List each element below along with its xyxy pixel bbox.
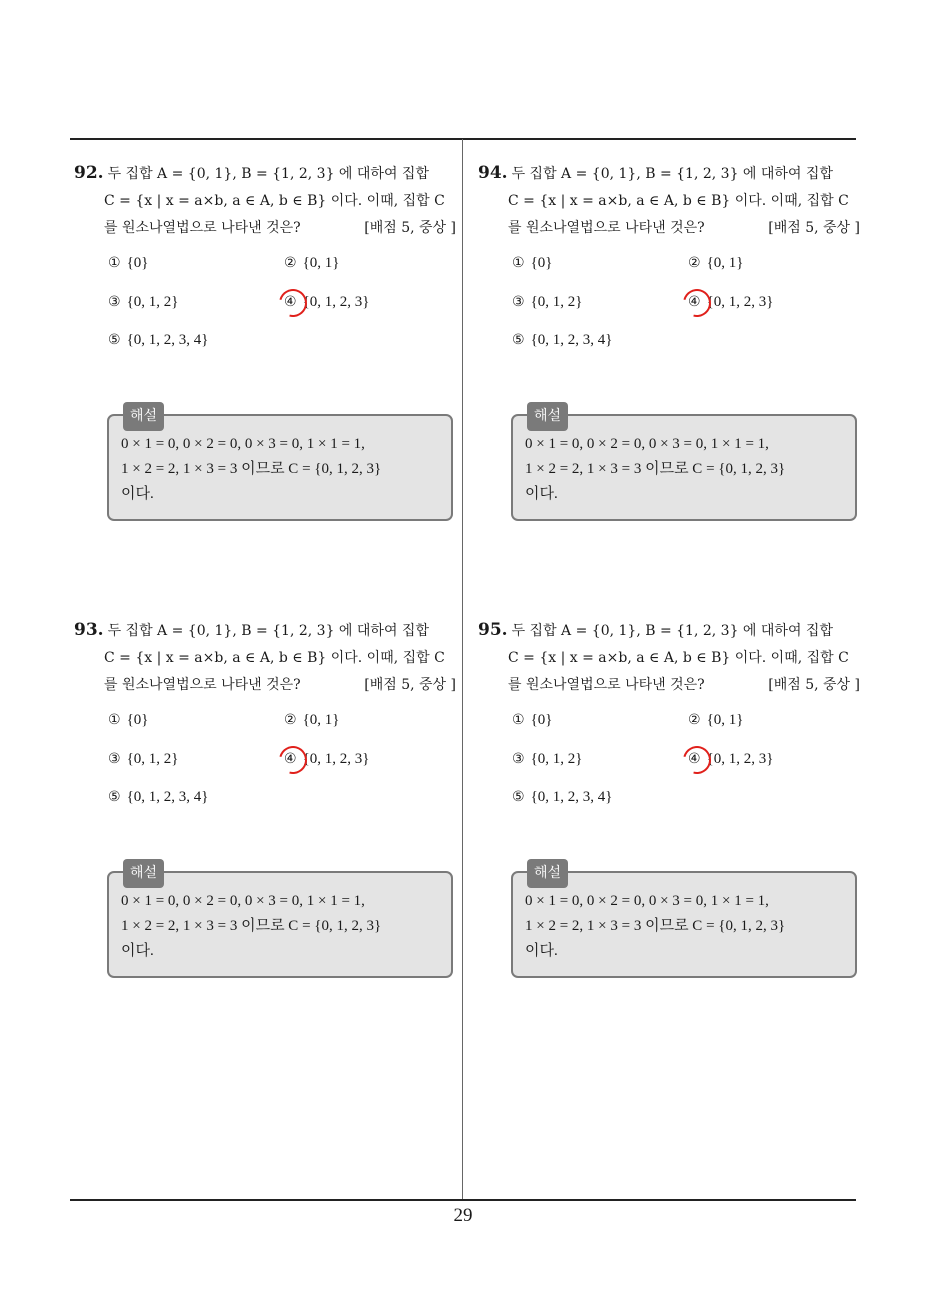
choice-value: {0, 1, 2, 3, 4}	[126, 332, 209, 348]
stem-line-1	[74, 160, 460, 188]
solution-box	[511, 408, 857, 521]
stem-line-2: C = {x | x = a×b, a ∈ A, b ∈ B} 이다. 이때, 집합 C	[508, 650, 849, 666]
stem-line-2: C = {x | x = a×b, a ∈ A, b ∈ B} 이다. 이때, 집합 C	[508, 193, 849, 209]
choice-value: {0, 1, 2}	[530, 751, 583, 767]
choice-number-icon	[512, 255, 525, 271]
choice-4[interactable]	[284, 751, 369, 768]
choice-value: {0, 1, 2, 3}	[706, 751, 774, 767]
solution-line: 이다.	[525, 486, 558, 502]
choice-mark-text: ③	[512, 294, 525, 310]
choice-number-icon	[512, 294, 525, 310]
stem-question: 를 원소나열법으로 나타낸 것은?	[104, 220, 301, 236]
solution-line: 이다.	[525, 943, 558, 959]
choice-5[interactable]	[108, 789, 208, 806]
solution-line: 1 × 2 = 2, 1 × 3 = 3 이므로 C = {0, 1, 2, 3}	[525, 461, 786, 477]
choice-mark-text: ②	[284, 255, 297, 271]
choice-5[interactable]	[512, 789, 612, 806]
stem-text: 두 집합 A = {0, 1}, B = {1, 2, 3} 에 대하여 집합	[107, 623, 429, 639]
choice-number-icon	[284, 751, 297, 767]
choice-4[interactable]	[284, 294, 369, 311]
choice-value: {0, 1}	[302, 712, 340, 728]
choice-number-icon	[284, 712, 297, 728]
solution-box	[107, 865, 453, 978]
problem-95	[478, 617, 864, 978]
choice-value: {0, 1, 2, 3}	[302, 294, 370, 310]
choice-value: {0, 1, 2, 3, 4}	[126, 789, 209, 805]
choice-4[interactable]	[688, 751, 773, 768]
choice-2[interactable]	[688, 255, 743, 272]
choice-2[interactable]	[284, 712, 339, 729]
choice-mark-text: ①	[108, 255, 121, 271]
choice-mark-text: ②	[688, 712, 701, 728]
stem-line-3	[104, 215, 460, 242]
choice-number-icon	[108, 712, 121, 728]
choice-number-icon	[688, 294, 701, 310]
solution-label: 해설	[123, 402, 164, 431]
choice-number-icon	[108, 255, 121, 271]
choice-number-icon	[688, 751, 701, 767]
solution-label: 해설	[527, 402, 568, 431]
stem-text: 두 집합 A = {0, 1}, B = {1, 2, 3} 에 대하여 집합	[107, 166, 429, 182]
stem-line-3	[508, 215, 864, 242]
choice-number-icon	[284, 255, 297, 271]
answer-circle-icon	[678, 741, 716, 779]
choice-mark-text: ⑤	[512, 332, 525, 348]
stem-text: 두 집합 A = {0, 1}, B = {1, 2, 3} 에 대하여 집합	[511, 166, 833, 182]
choice-value: {0}	[530, 255, 553, 271]
choice-mark-text: ①	[512, 255, 525, 271]
solution-line: 0 × 1 = 0, 0 × 2 = 0, 0 × 3 = 0, 1 × 1 = 1,	[121, 893, 365, 909]
choice-number-icon	[512, 751, 525, 767]
solution-line: 0 × 1 = 0, 0 × 2 = 0, 0 × 3 = 0, 1 × 1 = 1,	[525, 893, 769, 909]
choice-mark-text: ④	[688, 294, 701, 310]
stem-line-2: C = {x | x = a×b, a ∈ A, b ∈ B} 이다. 이때, 집합 C	[104, 650, 445, 666]
choice-1[interactable]	[108, 255, 148, 272]
choice-number-icon	[108, 789, 121, 805]
problem-number: 92.	[74, 163, 104, 183]
choice-2[interactable]	[284, 255, 339, 272]
choice-mark-text: ④	[284, 751, 297, 767]
problem-stem	[74, 617, 460, 699]
choice-mark-text: ①	[108, 712, 121, 728]
problem-92	[74, 160, 460, 521]
choice-value: {0, 1, 2, 3}	[302, 751, 370, 767]
page-number: 29	[453, 1205, 473, 1226]
score-difficulty: [배점 5, 중상 ]	[364, 677, 456, 693]
choice-3[interactable]	[108, 294, 178, 311]
choice-3[interactable]	[512, 294, 582, 311]
choice-1[interactable]	[512, 255, 552, 272]
choice-value: {0, 1, 2}	[126, 751, 179, 767]
choice-number-icon	[108, 294, 121, 310]
stem-line-3	[104, 672, 460, 699]
answer-circle-icon	[274, 741, 312, 779]
choice-value: {0, 1}	[706, 712, 744, 728]
problem-number: 95.	[478, 620, 508, 640]
top-rule	[70, 138, 856, 140]
problem-number: 93.	[74, 620, 104, 640]
choice-number-icon	[512, 789, 525, 805]
problem-stem	[478, 617, 864, 699]
choice-1[interactable]	[108, 712, 148, 729]
score-difficulty: [배점 5, 중상 ]	[768, 677, 860, 693]
choice-number-icon	[108, 751, 121, 767]
choice-3[interactable]	[108, 751, 178, 768]
choice-number-icon	[108, 332, 121, 348]
choice-mark-text: ①	[512, 712, 525, 728]
stem-line-1	[478, 617, 864, 645]
choice-1[interactable]	[512, 712, 552, 729]
solution-label: 해설	[123, 859, 164, 888]
choice-value: {0, 1, 2, 3, 4}	[530, 332, 613, 348]
choice-list	[478, 712, 864, 827]
choice-mark-text: ③	[108, 294, 121, 310]
stem-question: 를 원소나열법으로 나타낸 것은?	[508, 677, 705, 693]
solution-box	[511, 865, 857, 978]
solution-box	[107, 408, 453, 521]
answer-circle-icon	[274, 284, 312, 322]
choice-mark-text: ⑤	[108, 332, 121, 348]
choice-number-icon	[688, 712, 701, 728]
stem-question: 를 원소나열법으로 나타낸 것은?	[104, 677, 301, 693]
problem-94	[478, 160, 864, 521]
choice-mark-text: ③	[108, 751, 121, 767]
choice-2[interactable]	[688, 712, 743, 729]
choice-value: {0}	[126, 255, 149, 271]
choice-5[interactable]	[512, 332, 612, 349]
choice-list	[478, 255, 864, 370]
choice-value: {0, 1, 2, 3}	[706, 294, 774, 310]
choice-value: {0}	[126, 712, 149, 728]
solution-line: 이다.	[121, 486, 154, 502]
column-divider	[462, 139, 463, 1200]
solution-line: 1 × 2 = 2, 1 × 3 = 3 이므로 C = {0, 1, 2, 3}	[121, 461, 382, 477]
choice-mark-text: ④	[688, 751, 701, 767]
choice-5[interactable]	[108, 332, 208, 349]
stem-line-1	[74, 617, 460, 645]
score-difficulty: [배점 5, 중상 ]	[364, 220, 456, 236]
solution-line: 1 × 2 = 2, 1 × 3 = 3 이므로 C = {0, 1, 2, 3}	[525, 918, 786, 934]
choice-mark-text: ③	[512, 751, 525, 767]
solution-line: 이다.	[121, 943, 154, 959]
choice-4[interactable]	[688, 294, 773, 311]
problem-93	[74, 617, 460, 978]
problem-stem	[478, 160, 864, 242]
choice-number-icon	[284, 294, 297, 310]
choice-mark-text: ④	[284, 294, 297, 310]
choice-value: {0, 1, 2}	[530, 294, 583, 310]
stem-line-3	[508, 672, 864, 699]
solution-line: 0 × 1 = 0, 0 × 2 = 0, 0 × 3 = 0, 1 × 1 = 1,	[121, 436, 365, 452]
stem-line-1	[478, 160, 864, 188]
choice-mark-text: ⑤	[108, 789, 121, 805]
stem-question: 를 원소나열법으로 나타낸 것은?	[508, 220, 705, 236]
solution-line: 0 × 1 = 0, 0 × 2 = 0, 0 × 3 = 0, 1 × 1 = 1,	[525, 436, 769, 452]
choice-value: {0, 1, 2}	[126, 294, 179, 310]
choice-mark-text: ②	[688, 255, 701, 271]
choice-list	[74, 712, 460, 827]
solution-line: 1 × 2 = 2, 1 × 3 = 3 이므로 C = {0, 1, 2, 3}	[121, 918, 382, 934]
choice-mark-text: ⑤	[512, 789, 525, 805]
choice-mark-text: ②	[284, 712, 297, 728]
choice-value: {0, 1}	[706, 255, 744, 271]
choice-list	[74, 255, 460, 370]
problem-stem	[74, 160, 460, 242]
choice-number-icon	[512, 712, 525, 728]
problem-number: 94.	[478, 163, 508, 183]
choice-number-icon	[512, 332, 525, 348]
choice-value: {0, 1, 2, 3, 4}	[530, 789, 613, 805]
bottom-rule	[70, 1199, 856, 1201]
score-difficulty: [배점 5, 중상 ]	[768, 220, 860, 236]
solution-label: 해설	[527, 859, 568, 888]
choice-value: {0}	[530, 712, 553, 728]
choice-number-icon	[688, 255, 701, 271]
answer-circle-icon	[678, 284, 716, 322]
choice-value: {0, 1}	[302, 255, 340, 271]
stem-line-2: C = {x | x = a×b, a ∈ A, b ∈ B} 이다. 이때, 집합 C	[104, 193, 445, 209]
choice-3[interactable]	[512, 751, 582, 768]
stem-text: 두 집합 A = {0, 1}, B = {1, 2, 3} 에 대하여 집합	[511, 623, 833, 639]
